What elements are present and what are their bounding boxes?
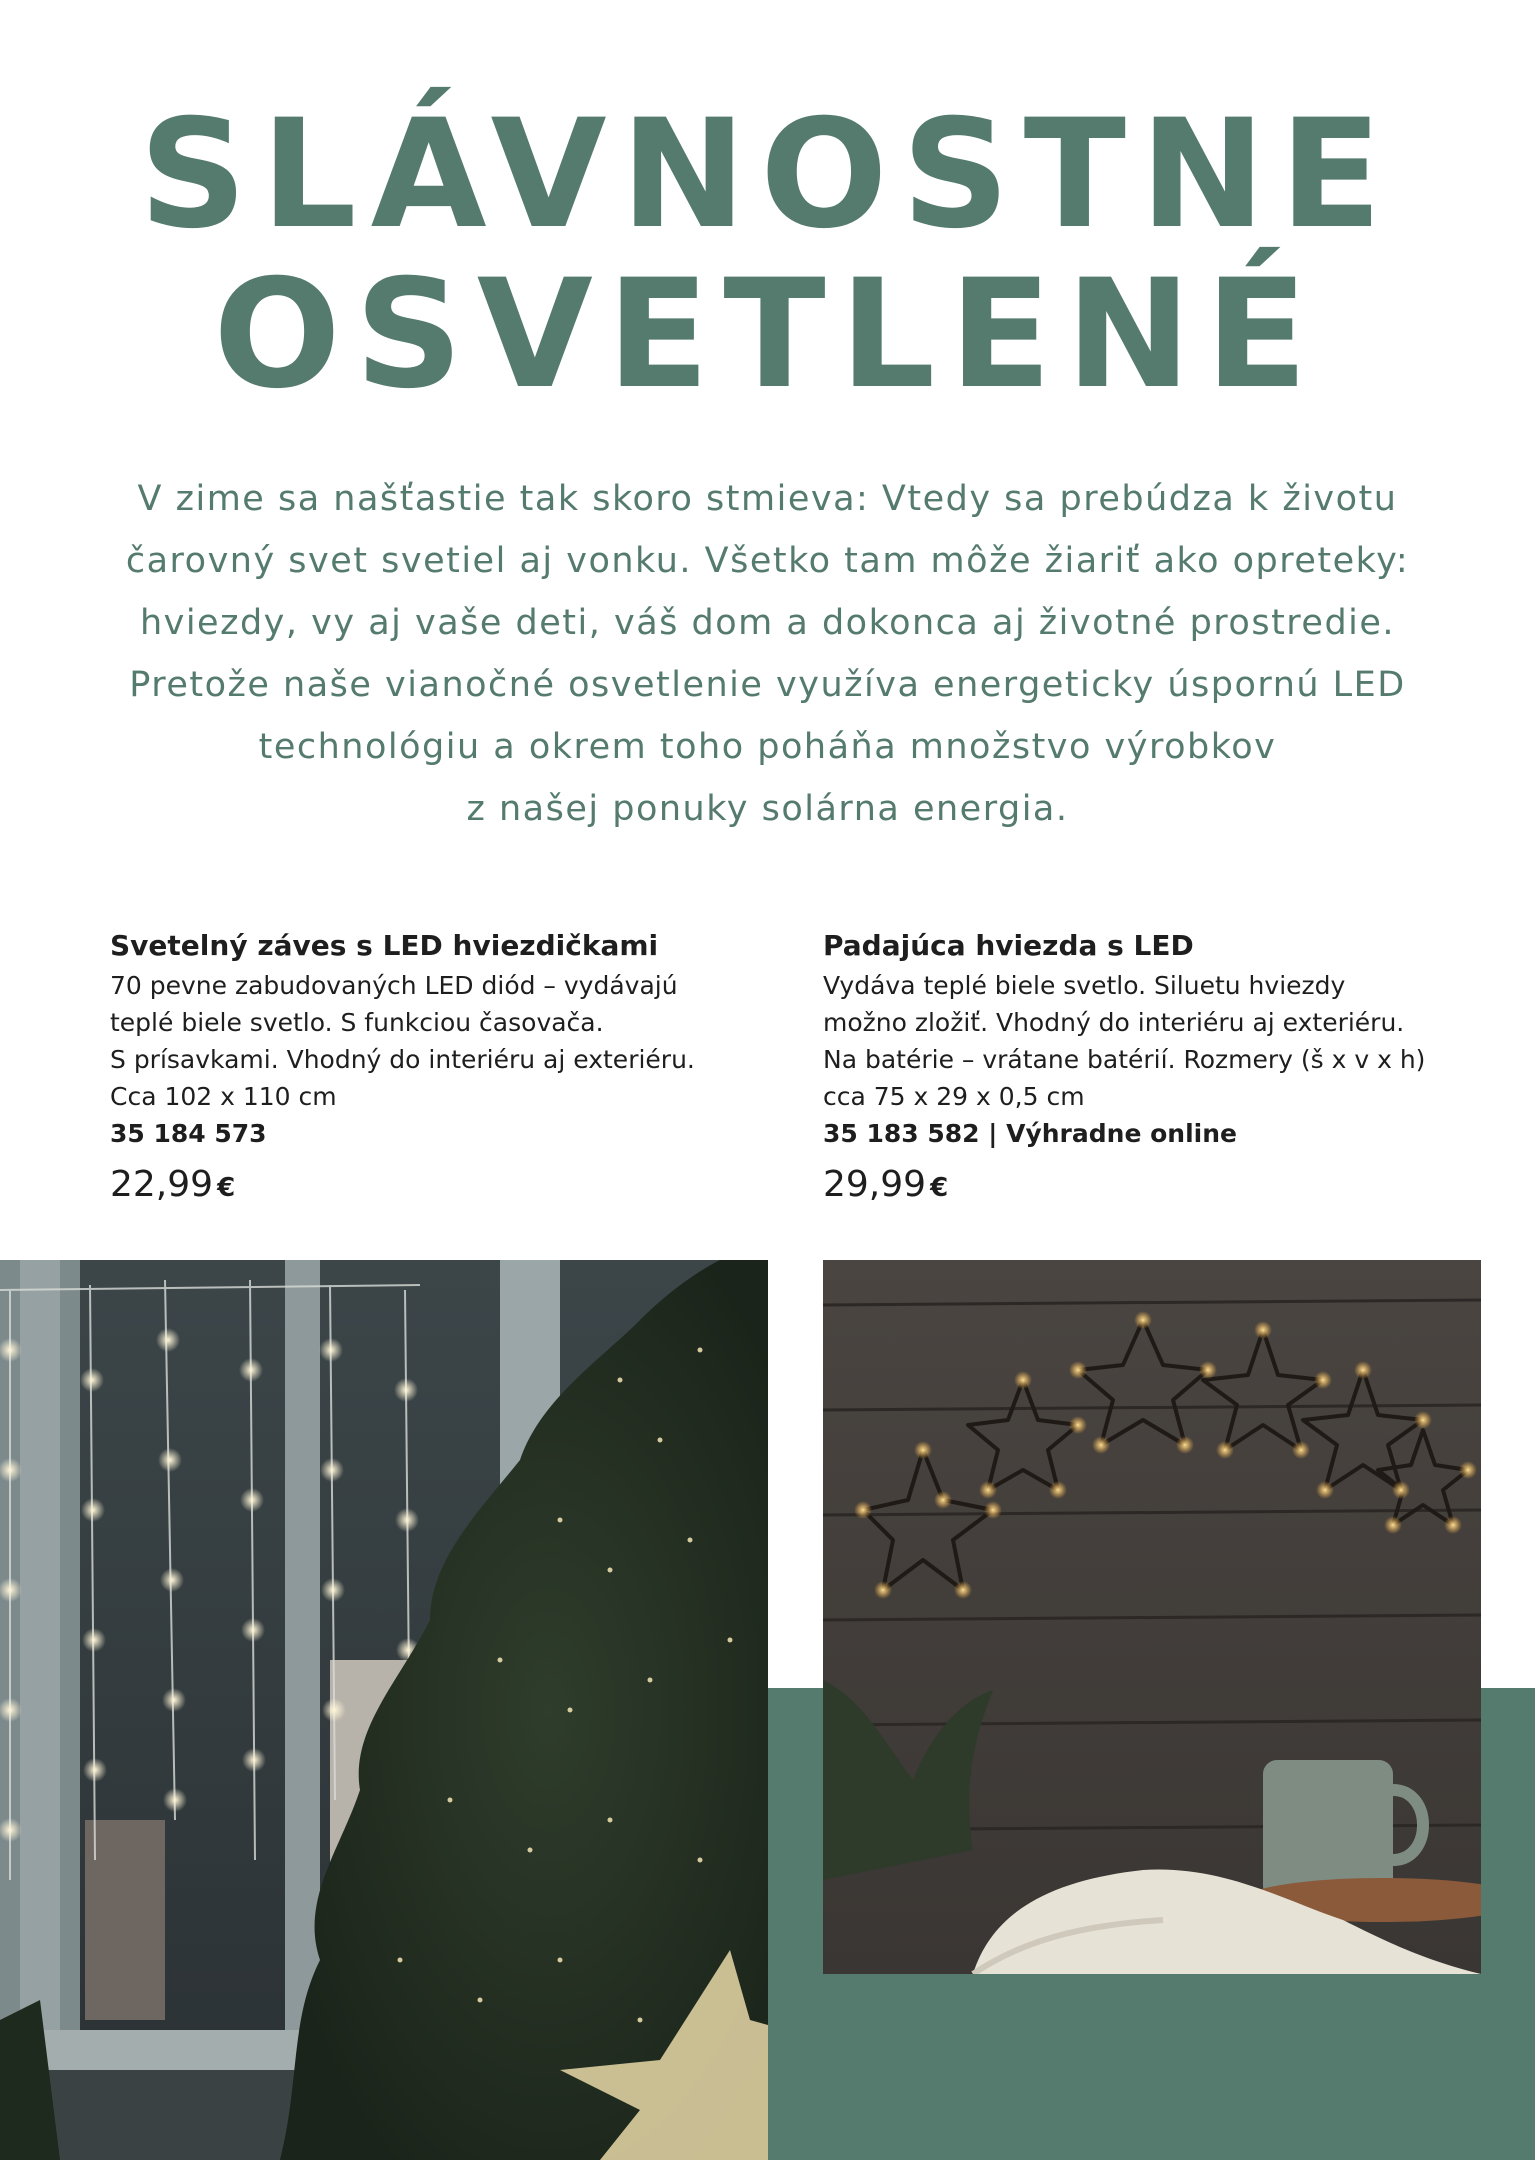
price-value: 29,99 <box>823 1164 927 1205</box>
product-price <box>823 1160 1463 1213</box>
product-card-star[interactable] <box>823 925 1463 1213</box>
headline-line-2: OSVETLENÉ <box>213 248 1322 422</box>
price-currency: € <box>217 1173 236 1203</box>
intro-line: V zime sa našťastie tak skoro stmieva: Vtedy sa prebúdza k životu <box>137 479 1398 519</box>
product-description <box>110 967 750 1115</box>
product-desc-line: S prísavkami. Vhodný do interiéru aj exteriéru. <box>110 1045 695 1074</box>
intro-paragraph <box>100 468 1435 840</box>
product-title[interactable]: Padajúca hviezda s LED <box>823 929 1194 962</box>
product-description <box>823 967 1463 1115</box>
intro-line: technológiu a okrem toho poháňa množstvo výrobkov <box>258 727 1277 767</box>
intro-line: Pretože naše vianočné osvetlenie využíva energeticky úspornú LED <box>129 665 1406 705</box>
product-desc-line: cca 75 x 29 x 0,5 cm <box>823 1082 1085 1111</box>
product-title[interactable]: Svetelný záves s LED hviezdičkami <box>110 929 659 962</box>
product-desc-line: teplé biele svetlo. S funkciou časovača. <box>110 1008 604 1037</box>
price-currency: € <box>930 1173 949 1203</box>
product-card-curtain[interactable] <box>110 925 750 1213</box>
product-price <box>110 1160 750 1213</box>
product-code: 35 183 582 | Výhradne online <box>823 1119 1237 1148</box>
headline-line-1: SLÁVNOSTNE <box>138 88 1397 262</box>
intro-line: čarovný svet svetiel aj vonku. Všetko tam môže žiariť ako opreteky: <box>125 541 1410 581</box>
product-code: 35 184 573 <box>110 1119 267 1148</box>
curtain-lights-photo <box>0 1260 768 2160</box>
product-desc-line: možno zložiť. Vhodný do interiéru aj exteriéru. <box>823 1008 1405 1037</box>
page-headline <box>0 88 1535 422</box>
intro-line: hviezdy, vy aj vaše deti, váš dom a dokonca aj životné prostredie. <box>139 603 1396 643</box>
intro-line: z našej ponuky solárna energia. <box>466 789 1069 829</box>
falling-star-photo <box>823 1260 1481 1974</box>
price-value: 22,99 <box>110 1164 214 1205</box>
product-desc-line: Na batérie – vrátane batérií. Rozmery (š x v x h) <box>823 1045 1426 1074</box>
product-desc-line: 70 pevne zabudovaných LED diód – vydávajú <box>110 971 678 1000</box>
product-desc-line: Vydáva teplé biele svetlo. Siluetu hviezdy <box>823 971 1346 1000</box>
product-desc-line: Cca 102 x 110 cm <box>110 1082 337 1111</box>
